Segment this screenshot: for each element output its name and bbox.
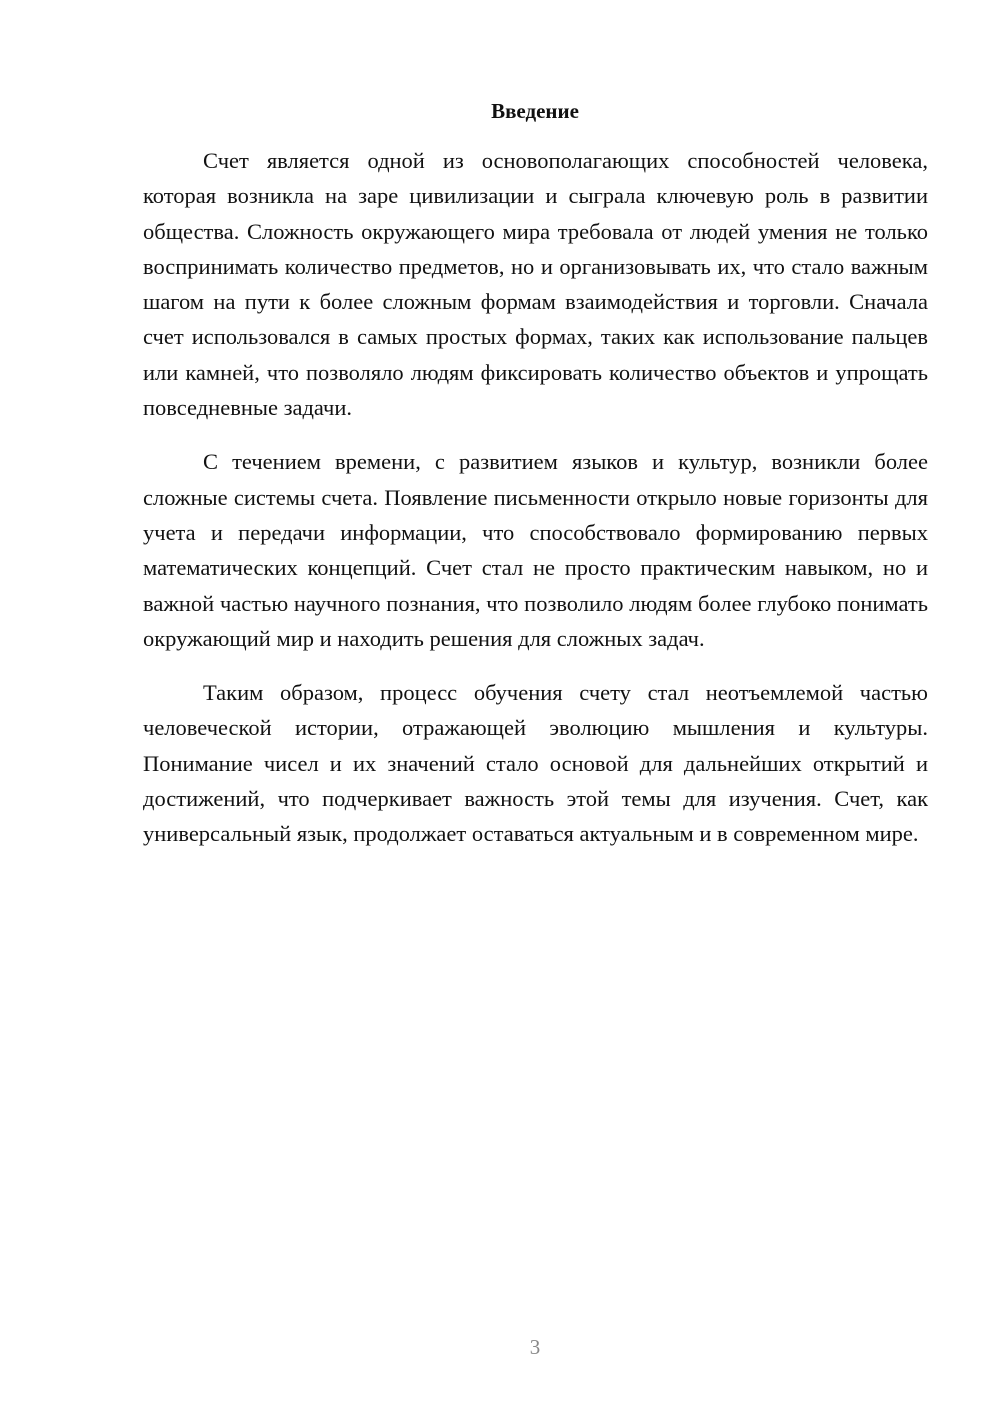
page-title: Введение bbox=[491, 99, 579, 123]
body-text bbox=[143, 143, 928, 871]
page-number: 3 bbox=[529, 1335, 541, 1359]
paragraph-2: С течением времени, с развитием языков и культур, возникли более сложные системы счета. Появление письменности открыло новые горизонты для учета и передачи информации, что способствовало формированию первых математических концепций. Счет стал не просто практическим навыком, но и важной частью научного познания, что позволило людям более глубоко понимать окружающий мир и находить решения для сложных задач. bbox=[143, 449, 928, 651]
paragraph-1: Счет является одной из основополагающих способностей человека, которая возникла на заре цивилизации и сыграла ключевую роль в развитии общества. Сложность окружающего мира требовала от людей умения не только воспринимать количество предметов, но и организовывать их, что стало важным шагом на пути к более сложным формам взаимодействия и торговли. Сначала счет использовался в самых простых формах, таких как использование пальцев или камней, что позволяло людям фиксировать количество объектов и упрощать повседневные задачи. bbox=[143, 148, 928, 421]
paragraph-3: Таким образом, процесс обучения счету стал неотъемлемой частью человеческой истории, отражающей эволюцию мышления и культуры. Понимание чисел и их значений стало основой для дальнейших открытий и достижений, что подчеркивает важность этой темы для изучения. Счет, как универсальный язык, продолжает оставаться актуальным и в современном мире. bbox=[143, 680, 928, 847]
